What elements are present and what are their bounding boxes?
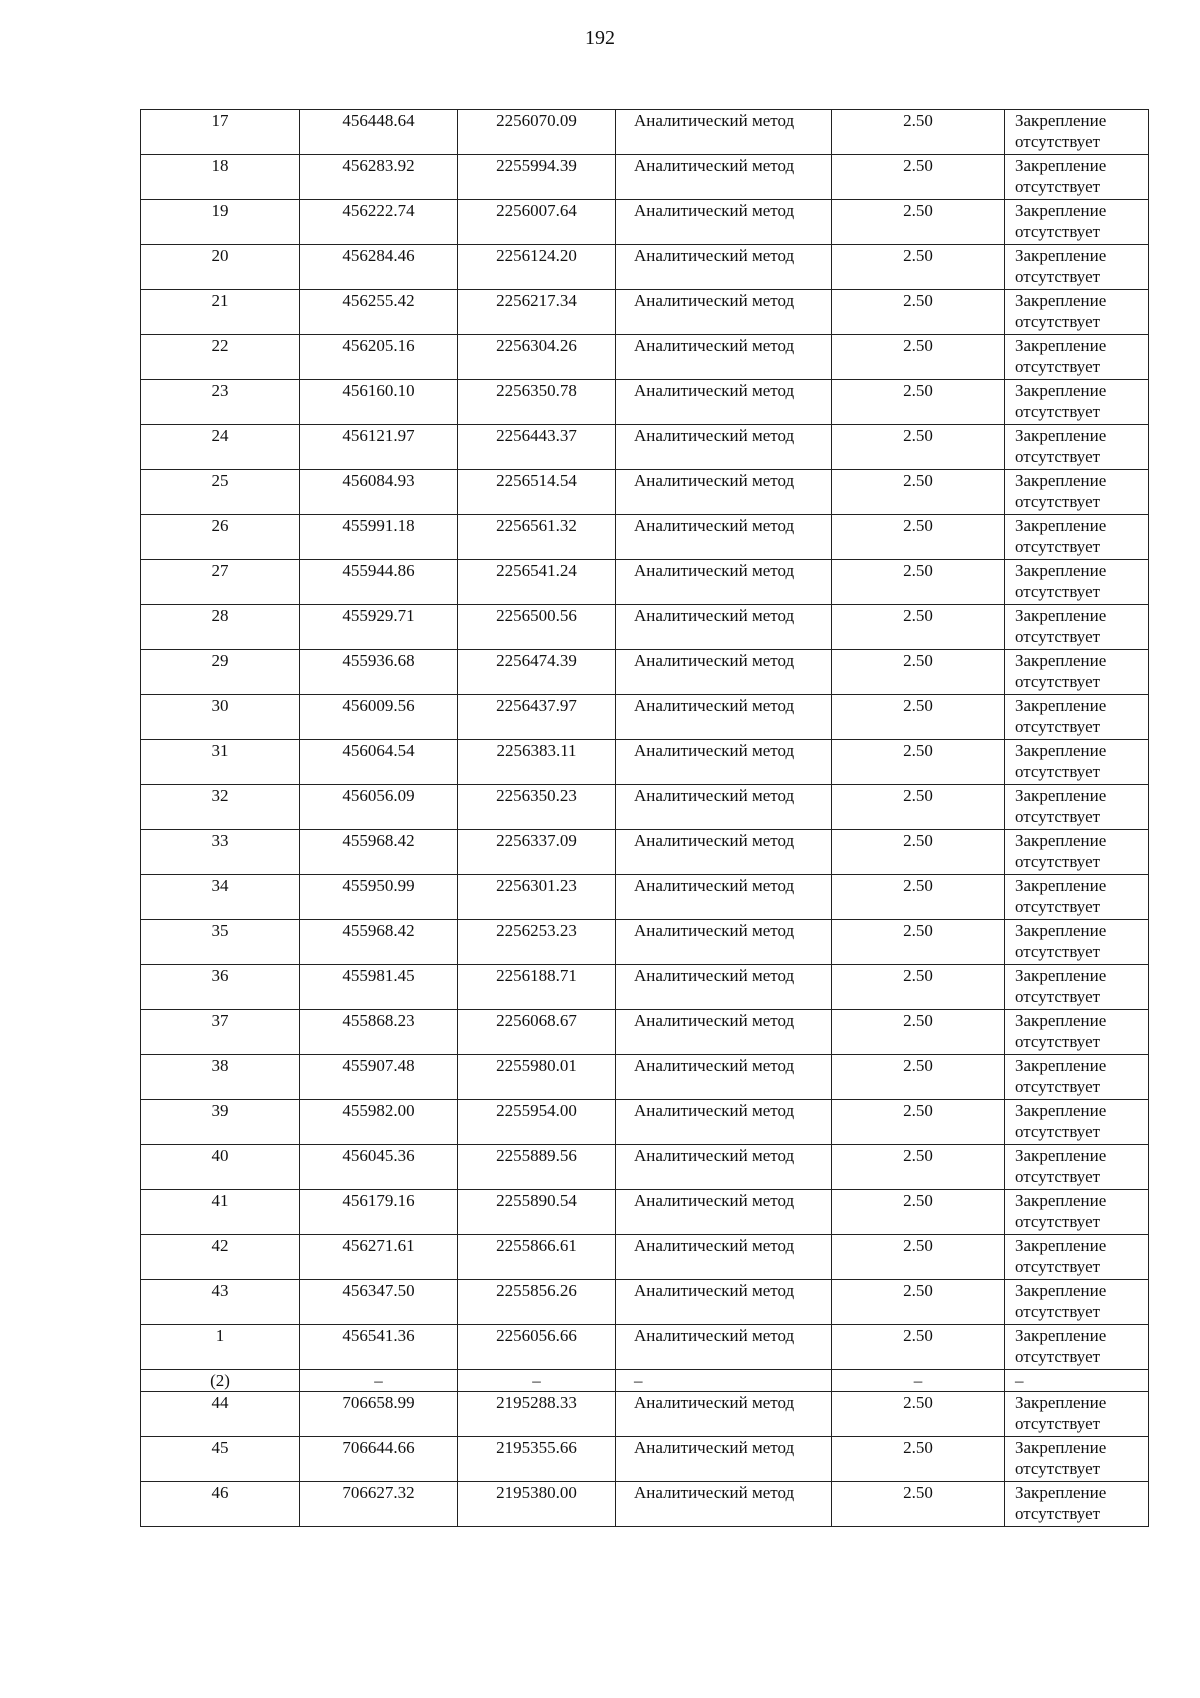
x-coordinate-cell: 455950.99 xyxy=(300,875,458,920)
x-coordinate-cell: 456541.36 xyxy=(300,1325,458,1370)
fixation-cell: Закрепление отсутствует xyxy=(1005,1190,1149,1235)
method-cell: Аналитический метод xyxy=(616,1235,832,1280)
x-coordinate-cell: 456084.93 xyxy=(300,470,458,515)
x-coordinate-cell: 455944.86 xyxy=(300,560,458,605)
fixation-cell: Закрепление отсутствует xyxy=(1005,650,1149,695)
accuracy-cell: – xyxy=(832,1370,1005,1392)
fixation-cell: Закрепление отсутствует xyxy=(1005,830,1149,875)
accuracy-cell: 2.50 xyxy=(832,1235,1005,1280)
x-coordinate-cell: 456064.54 xyxy=(300,740,458,785)
x-coordinate-cell: 456271.61 xyxy=(300,1235,458,1280)
accuracy-cell: 2.50 xyxy=(832,1055,1005,1100)
table-row xyxy=(141,1235,1149,1280)
y-coordinate-cell: 2256350.78 xyxy=(458,380,616,425)
fixation-cell: Закрепление отсутствует xyxy=(1005,110,1149,155)
accuracy-cell: 2.50 xyxy=(832,380,1005,425)
method-cell: Аналитический метод xyxy=(616,1280,832,1325)
table-row xyxy=(141,695,1149,740)
method-cell: Аналитический метод xyxy=(616,875,832,920)
accuracy-cell: 2.50 xyxy=(832,605,1005,650)
x-coordinate-cell: 456222.74 xyxy=(300,200,458,245)
table-row xyxy=(141,110,1149,155)
y-coordinate-cell: 2255954.00 xyxy=(458,1100,616,1145)
accuracy-cell: 2.50 xyxy=(832,1392,1005,1437)
point-number-cell: 35 xyxy=(141,920,300,965)
x-coordinate-cell: 456045.36 xyxy=(300,1145,458,1190)
point-number-cell: 40 xyxy=(141,1145,300,1190)
table-row xyxy=(141,1100,1149,1145)
method-cell: Аналитический метод xyxy=(616,560,832,605)
y-coordinate-cell: 2256188.71 xyxy=(458,965,616,1010)
accuracy-cell: 2.50 xyxy=(832,875,1005,920)
table-row xyxy=(141,1190,1149,1235)
method-cell: Аналитический метод xyxy=(616,650,832,695)
x-coordinate-cell: – xyxy=(300,1370,458,1392)
table-row xyxy=(141,245,1149,290)
table-row xyxy=(141,1055,1149,1100)
method-cell: Аналитический метод xyxy=(616,1437,832,1482)
contour-separator-row xyxy=(141,1370,1149,1392)
point-number-cell: 23 xyxy=(141,380,300,425)
accuracy-cell: 2.50 xyxy=(832,920,1005,965)
y-coordinate-cell: 2256437.97 xyxy=(458,695,616,740)
fixation-cell: Закрепление отсутствует xyxy=(1005,245,1149,290)
point-number-cell: 24 xyxy=(141,425,300,470)
accuracy-cell: 2.50 xyxy=(832,1010,1005,1055)
method-cell: Аналитический метод xyxy=(616,155,832,200)
y-coordinate-cell: 2256070.09 xyxy=(458,110,616,155)
method-cell: Аналитический метод xyxy=(616,920,832,965)
table-row xyxy=(141,1145,1149,1190)
x-coordinate-cell: 456284.46 xyxy=(300,245,458,290)
y-coordinate-cell: 2255866.61 xyxy=(458,1235,616,1280)
point-number-cell: 1 xyxy=(141,1325,300,1370)
table-row xyxy=(141,740,1149,785)
point-number-cell: 18 xyxy=(141,155,300,200)
table-row xyxy=(141,605,1149,650)
accuracy-cell: 2.50 xyxy=(832,155,1005,200)
method-cell: Аналитический метод xyxy=(616,965,832,1010)
table-row xyxy=(141,650,1149,695)
y-coordinate-cell: 2256253.23 xyxy=(458,920,616,965)
x-coordinate-cell: 456179.16 xyxy=(300,1190,458,1235)
fixation-cell: Закрепление отсутствует xyxy=(1005,515,1149,560)
x-coordinate-cell: 456205.16 xyxy=(300,335,458,380)
accuracy-cell: 2.50 xyxy=(832,110,1005,155)
accuracy-cell: 2.50 xyxy=(832,290,1005,335)
table-row xyxy=(141,920,1149,965)
fixation-cell: Закрепление отсутствует xyxy=(1005,875,1149,920)
y-coordinate-cell: 2256443.37 xyxy=(458,425,616,470)
method-cell: – xyxy=(616,1370,832,1392)
x-coordinate-cell: 706627.32 xyxy=(300,1482,458,1527)
point-number-cell: 31 xyxy=(141,740,300,785)
x-coordinate-cell: 455907.48 xyxy=(300,1055,458,1100)
x-coordinate-cell: 455968.42 xyxy=(300,920,458,965)
method-cell: Аналитический метод xyxy=(616,335,832,380)
fixation-cell: Закрепление отсутствует xyxy=(1005,1392,1149,1437)
point-number-cell: 29 xyxy=(141,650,300,695)
y-coordinate-cell: 2256007.64 xyxy=(458,200,616,245)
accuracy-cell: 2.50 xyxy=(832,515,1005,560)
method-cell: Аналитический метод xyxy=(616,1055,832,1100)
fixation-cell: Закрепление отсутствует xyxy=(1005,1055,1149,1100)
y-coordinate-cell: 2256474.39 xyxy=(458,650,616,695)
fixation-cell: Закрепление отсутствует xyxy=(1005,155,1149,200)
y-coordinate-cell: 2255890.54 xyxy=(458,1190,616,1235)
table-row xyxy=(141,1437,1149,1482)
point-number-cell: 33 xyxy=(141,830,300,875)
fixation-cell: Закрепление отсутствует xyxy=(1005,1437,1149,1482)
y-coordinate-cell: 2256304.26 xyxy=(458,335,616,380)
point-number-cell: 27 xyxy=(141,560,300,605)
point-number-cell: 30 xyxy=(141,695,300,740)
x-coordinate-cell: 455981.45 xyxy=(300,965,458,1010)
x-coordinate-cell: 706658.99 xyxy=(300,1392,458,1437)
point-number-cell: 20 xyxy=(141,245,300,290)
accuracy-cell: 2.50 xyxy=(832,965,1005,1010)
point-number-cell: (2) xyxy=(141,1370,300,1392)
point-number-cell: 22 xyxy=(141,335,300,380)
x-coordinate-cell: 456009.56 xyxy=(300,695,458,740)
point-number-cell: 42 xyxy=(141,1235,300,1280)
table-row xyxy=(141,1392,1149,1437)
method-cell: Аналитический метод xyxy=(616,515,832,560)
table-row xyxy=(141,515,1149,560)
accuracy-cell: 2.50 xyxy=(832,1145,1005,1190)
point-number-cell: 32 xyxy=(141,785,300,830)
accuracy-cell: 2.50 xyxy=(832,695,1005,740)
y-coordinate-cell: – xyxy=(458,1370,616,1392)
fixation-cell: Закрепление отсутствует xyxy=(1005,605,1149,650)
accuracy-cell: 2.50 xyxy=(832,200,1005,245)
table-row xyxy=(141,1325,1149,1370)
point-number-cell: 39 xyxy=(141,1100,300,1145)
table-row xyxy=(141,965,1149,1010)
x-coordinate-cell: 456347.50 xyxy=(300,1280,458,1325)
fixation-cell: Закрепление отсутствует xyxy=(1005,290,1149,335)
y-coordinate-cell: 2256056.66 xyxy=(458,1325,616,1370)
point-number-cell: 45 xyxy=(141,1437,300,1482)
point-number-cell: 43 xyxy=(141,1280,300,1325)
table-row xyxy=(141,830,1149,875)
method-cell: Аналитический метод xyxy=(616,1190,832,1235)
fixation-cell: Закрепление отсутствует xyxy=(1005,335,1149,380)
method-cell: Аналитический метод xyxy=(616,1145,832,1190)
table-row xyxy=(141,1010,1149,1055)
fixation-cell: Закрепление отсутствует xyxy=(1005,740,1149,785)
fixation-cell: Закрепление отсутствует xyxy=(1005,1280,1149,1325)
table-row xyxy=(141,380,1149,425)
method-cell: Аналитический метод xyxy=(616,245,832,290)
method-cell: Аналитический метод xyxy=(616,1010,832,1055)
table-row xyxy=(141,785,1149,830)
point-number-cell: 38 xyxy=(141,1055,300,1100)
x-coordinate-cell: 456056.09 xyxy=(300,785,458,830)
method-cell: Аналитический метод xyxy=(616,290,832,335)
method-cell: Аналитический метод xyxy=(616,1325,832,1370)
y-coordinate-cell: 2255889.56 xyxy=(458,1145,616,1190)
method-cell: Аналитический метод xyxy=(616,1100,832,1145)
table-row xyxy=(141,1280,1149,1325)
fixation-cell: Закрепление отсутствует xyxy=(1005,695,1149,740)
coordinates-table xyxy=(140,109,1149,1527)
method-cell: Аналитический метод xyxy=(616,470,832,515)
method-cell: Аналитический метод xyxy=(616,695,832,740)
fixation-cell: Закрепление отсутствует xyxy=(1005,470,1149,515)
y-coordinate-cell: 2256337.09 xyxy=(458,830,616,875)
point-number-cell: 17 xyxy=(141,110,300,155)
table-row xyxy=(141,470,1149,515)
fixation-cell: Закрепление отсутствует xyxy=(1005,785,1149,830)
accuracy-cell: 2.50 xyxy=(832,1280,1005,1325)
y-coordinate-cell: 2256068.67 xyxy=(458,1010,616,1055)
y-coordinate-cell: 2255994.39 xyxy=(458,155,616,200)
method-cell: Аналитический метод xyxy=(616,740,832,785)
point-number-cell: 28 xyxy=(141,605,300,650)
x-coordinate-cell: 456121.97 xyxy=(300,425,458,470)
point-number-cell: 26 xyxy=(141,515,300,560)
fixation-cell: Закрепление отсутствует xyxy=(1005,1235,1149,1280)
fixation-cell: Закрепление отсутствует xyxy=(1005,1482,1149,1527)
x-coordinate-cell: 456255.42 xyxy=(300,290,458,335)
fixation-cell: Закрепление отсутствует xyxy=(1005,425,1149,470)
fixation-cell: Закрепление отсутствует xyxy=(1005,965,1149,1010)
method-cell: Аналитический метод xyxy=(616,605,832,650)
method-cell: Аналитический метод xyxy=(616,785,832,830)
y-coordinate-cell: 2256541.24 xyxy=(458,560,616,605)
accuracy-cell: 2.50 xyxy=(832,245,1005,290)
y-coordinate-cell: 2256124.20 xyxy=(458,245,616,290)
y-coordinate-cell: 2195288.33 xyxy=(458,1392,616,1437)
method-cell: Аналитический метод xyxy=(616,200,832,245)
y-coordinate-cell: 2256301.23 xyxy=(458,875,616,920)
table-row xyxy=(141,155,1149,200)
fixation-cell: Закрепление отсутствует xyxy=(1005,1100,1149,1145)
x-coordinate-cell: 455968.42 xyxy=(300,830,458,875)
accuracy-cell: 2.50 xyxy=(832,1482,1005,1527)
x-coordinate-cell: 456160.10 xyxy=(300,380,458,425)
method-cell: Аналитический метод xyxy=(616,110,832,155)
accuracy-cell: 2.50 xyxy=(832,740,1005,785)
fixation-cell: Закрепление отсутствует xyxy=(1005,200,1149,245)
accuracy-cell: 2.50 xyxy=(832,425,1005,470)
table-row xyxy=(141,1482,1149,1527)
fixation-cell: – xyxy=(1005,1370,1149,1392)
point-number-cell: 44 xyxy=(141,1392,300,1437)
point-number-cell: 19 xyxy=(141,200,300,245)
table-row xyxy=(141,560,1149,605)
y-coordinate-cell: 2256561.32 xyxy=(458,515,616,560)
method-cell: Аналитический метод xyxy=(616,1392,832,1437)
table-row xyxy=(141,425,1149,470)
fixation-cell: Закрепление отсутствует xyxy=(1005,1325,1149,1370)
accuracy-cell: 2.50 xyxy=(832,1437,1005,1482)
table-row xyxy=(141,200,1149,245)
y-coordinate-cell: 2195355.66 xyxy=(458,1437,616,1482)
accuracy-cell: 2.50 xyxy=(832,1100,1005,1145)
point-number-cell: 41 xyxy=(141,1190,300,1235)
fixation-cell: Закрепление отсутствует xyxy=(1005,1010,1149,1055)
y-coordinate-cell: 2255980.01 xyxy=(458,1055,616,1100)
fixation-cell: Закрепление отсутствует xyxy=(1005,380,1149,425)
table-row xyxy=(141,875,1149,920)
method-cell: Аналитический метод xyxy=(616,830,832,875)
page-number: 192 xyxy=(585,27,615,49)
y-coordinate-cell: 2256500.56 xyxy=(458,605,616,650)
x-coordinate-cell: 706644.66 xyxy=(300,1437,458,1482)
accuracy-cell: 2.50 xyxy=(832,560,1005,605)
x-coordinate-cell: 456283.92 xyxy=(300,155,458,200)
point-number-cell: 36 xyxy=(141,965,300,1010)
y-coordinate-cell: 2256383.11 xyxy=(458,740,616,785)
point-number-cell: 34 xyxy=(141,875,300,920)
method-cell: Аналитический метод xyxy=(616,425,832,470)
method-cell: Аналитический метод xyxy=(616,1482,832,1527)
table-row xyxy=(141,335,1149,380)
point-number-cell: 46 xyxy=(141,1482,300,1527)
x-coordinate-cell: 456448.64 xyxy=(300,110,458,155)
accuracy-cell: 2.50 xyxy=(832,785,1005,830)
coordinates-table-body xyxy=(141,110,1149,1527)
fixation-cell: Закрепление отсутствует xyxy=(1005,560,1149,605)
x-coordinate-cell: 455929.71 xyxy=(300,605,458,650)
fixation-cell: Закрепление отсутствует xyxy=(1005,1145,1149,1190)
x-coordinate-cell: 455982.00 xyxy=(300,1100,458,1145)
y-coordinate-cell: 2256217.34 xyxy=(458,290,616,335)
method-cell: Аналитический метод xyxy=(616,380,832,425)
fixation-cell: Закрепление отсутствует xyxy=(1005,920,1149,965)
x-coordinate-cell: 455868.23 xyxy=(300,1010,458,1055)
x-coordinate-cell: 455936.68 xyxy=(300,650,458,695)
accuracy-cell: 2.50 xyxy=(832,1325,1005,1370)
table-row xyxy=(141,290,1149,335)
y-coordinate-cell: 2256514.54 xyxy=(458,470,616,515)
x-coordinate-cell: 455991.18 xyxy=(300,515,458,560)
accuracy-cell: 2.50 xyxy=(832,1190,1005,1235)
point-number-cell: 25 xyxy=(141,470,300,515)
point-number-cell: 21 xyxy=(141,290,300,335)
accuracy-cell: 2.50 xyxy=(832,650,1005,695)
point-number-cell: 37 xyxy=(141,1010,300,1055)
accuracy-cell: 2.50 xyxy=(832,470,1005,515)
accuracy-cell: 2.50 xyxy=(832,335,1005,380)
accuracy-cell: 2.50 xyxy=(832,830,1005,875)
y-coordinate-cell: 2195380.00 xyxy=(458,1482,616,1527)
y-coordinate-cell: 2255856.26 xyxy=(458,1280,616,1325)
y-coordinate-cell: 2256350.23 xyxy=(458,785,616,830)
